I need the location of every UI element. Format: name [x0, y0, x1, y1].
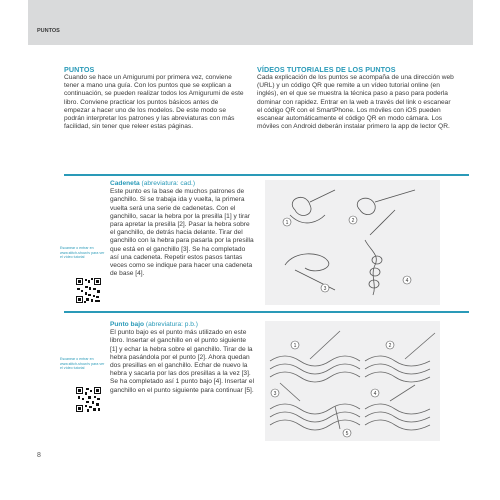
cadeneta-diagram — [265, 180, 440, 305]
diagram-step-label: 4 — [405, 278, 409, 284]
diagram-step-label: 2 — [351, 218, 355, 224]
diagram-step-label: 1 — [285, 220, 289, 226]
diagram-step-label: 3 — [323, 286, 327, 292]
stitch-block-cadeneta — [110, 180, 255, 278]
qr-code-icon[interactable] — [75, 386, 102, 413]
stitch-description: El punto bajo es el punto más utilizado en este libro. Insertar el ganchillo en el punto siguiente [1] y echar la hebra sobre el ganchillo. Tirar de la hebra pasándola por el punto [2]. Ahora quedan dos presillas en el ganchillo. Echar de nuevo la hebra y sacarla por las dos presillas a la vez [3]. Se ha completado así 1 punto bajo [4]. Insertar el ganchillo en el punto siguiente para continuar [5]. — [110, 329, 255, 394]
stitch-block-punto-bajo — [110, 321, 255, 395]
video-tutorials-title: VÍDEOS TUTORIALES DE LOS PUNTOS — [257, 65, 396, 74]
stitch-description: Este punto es la base de muchos patrones de ganchillo. Si se trabaja ida y vuelta, la primera vuelta será una serie de cadenetas. Con el ganchillo, sacar la hebra por la presilla [1] y tirar para apretar la presilla [2]. Pasar la hebra sobre el ganchillo, de detrás hacia delante. Tirar del ganchillo con la hebra para pasarla por la presilla que está en el ganchillo [3]. Se ha completado así una cadeneta. Repetir estos pasos tantas veces como se indique para hacer una cadeneta de base [4]. — [110, 188, 254, 278]
intro-title: PUNTOS — [64, 65, 95, 74]
page-number: 8 — [37, 452, 41, 459]
diagram-step-label: 5 — [345, 431, 349, 437]
intro-text: Cuando se hace un Amigurumi por primera vez, conviene tener a mano una guía. Con los puntos que se explican a continuación, se pueden realizar todos los Amigurumi de este libro. Conviene practicar los puntos básicos antes de empezar a hacer uno de los modelos. De este modo se podrán interpretar los patrones y las abreviaturas con más facilidad, sin tener que releer estas páginas. — [64, 74, 244, 131]
stitch-abbreviation: (abreviatura: p.b.) — [145, 321, 198, 328]
crochet-hook-illustration — [265, 180, 440, 305]
section-divider — [64, 174, 469, 176]
stitch-abbreviation: (abreviatura: cad.) — [141, 180, 196, 187]
qr-caption: Escanear o entrar en www.stitch-show.tv para ver el vídeo tutorial — [60, 357, 105, 371]
diagram-step-label: 3 — [273, 391, 277, 397]
diagram-step-label: 1 — [293, 343, 297, 349]
crochet-hook-illustration — [265, 321, 440, 441]
stitch-title: Cadeneta — [110, 180, 140, 187]
video-tutorials-text: Cada explicación de los puntos se acompaña de una dirección web (URL) y un código QR que remite a un vídeo tutorial online (en inglés), en el que se muestra la técnica paso a paso para poderla dominar con rapidez. Entrar en la web a través del link o escanear el código QR con el SmartPhone. Los móviles con iOS pueden escanear automáticamente el código QR en modo cámara. Los móviles con Android deberán instalar primero la app de lector QR. — [257, 74, 454, 131]
header-bar — [28, 0, 473, 45]
diagram-step-label: 4 — [373, 391, 377, 397]
qr-caption: Escanear o entrar en www.stitch-show.tv para ver el vídeo tutorial — [60, 246, 105, 260]
diagram-step-label: 2 — [388, 343, 392, 349]
punto-bajo-diagram — [265, 321, 440, 441]
stitch-title: Punto bajo — [110, 321, 145, 328]
section-divider — [64, 311, 469, 313]
section-label: PUNTOS — [37, 28, 60, 34]
qr-code-icon[interactable] — [75, 277, 102, 304]
